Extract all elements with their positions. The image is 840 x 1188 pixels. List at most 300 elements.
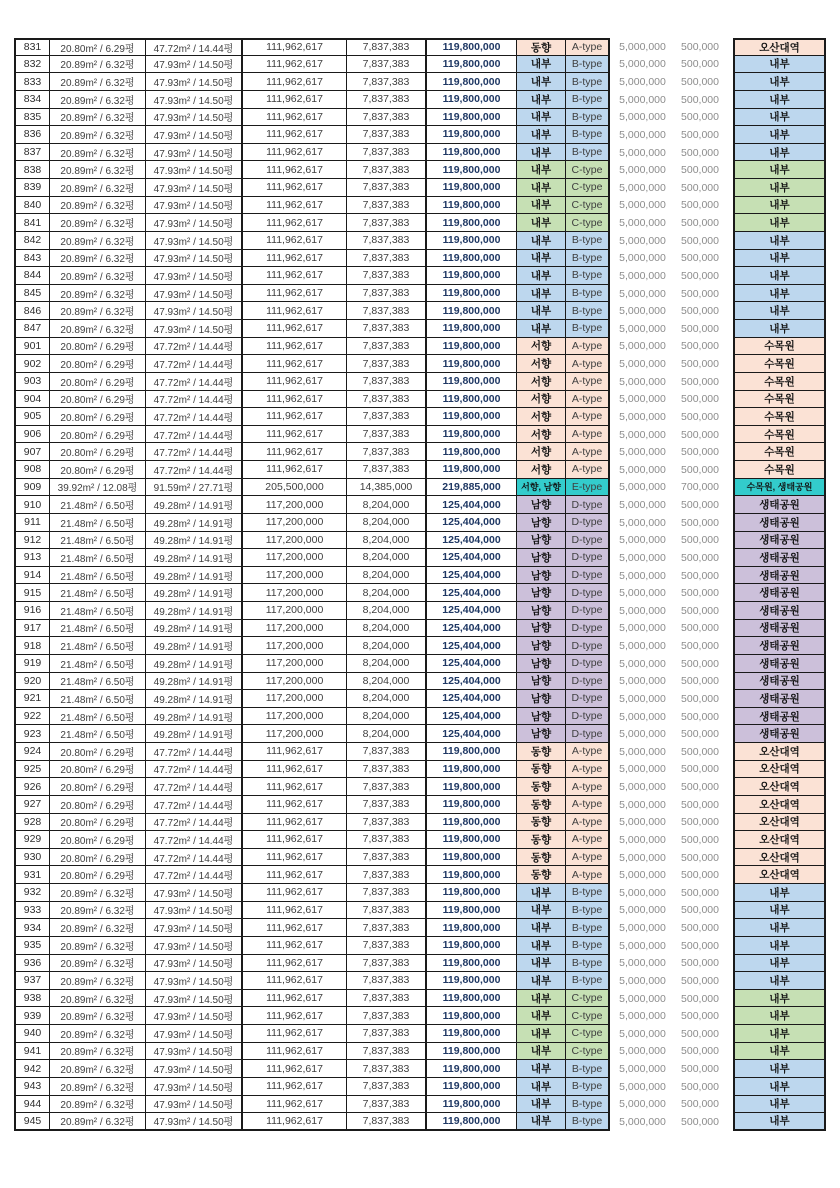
cell-total-price[interactable]: 119,800,000: [427, 902, 517, 920]
cell-unit-type[interactable]: A-type: [566, 373, 610, 391]
cell-deposit[interactable]: 5,000,000: [610, 1096, 675, 1114]
cell-supply-area[interactable]: 47.93m² / 14.50평: [146, 1007, 243, 1025]
cell-exclusive-area[interactable]: 20.89m² / 6.32평: [50, 267, 146, 285]
cell-price-vat[interactable]: 7,837,383: [347, 38, 427, 56]
cell-monthly-fee[interactable]: 500,000: [675, 443, 725, 461]
cell-total-price[interactable]: 119,800,000: [427, 73, 517, 91]
cell-exclusive-area[interactable]: 20.80m² / 6.29평: [50, 761, 146, 779]
cell-deposit[interactable]: 5,000,000: [610, 1078, 675, 1096]
cell-unit-type[interactable]: B-type: [566, 902, 610, 920]
cell-unit-type[interactable]: D-type: [566, 584, 610, 602]
cell-monthly-fee[interactable]: 500,000: [675, 391, 725, 409]
cell-exclusive-area[interactable]: 20.89m² / 6.32평: [50, 919, 146, 937]
cell-price-principal[interactable]: 111,962,617: [243, 373, 347, 391]
cell-price-vat[interactable]: 7,837,383: [347, 937, 427, 955]
cell-price-vat[interactable]: 7,837,383: [347, 408, 427, 426]
cell-unit-type[interactable]: B-type: [566, 109, 610, 127]
cell-exclusive-area[interactable]: 20.80m² / 6.29평: [50, 373, 146, 391]
cell-direction[interactable]: 내부: [517, 972, 566, 990]
cell-direction[interactable]: 내부: [517, 990, 566, 1008]
cell-monthly-fee[interactable]: 500,000: [675, 866, 725, 884]
cell-monthly-fee[interactable]: 500,000: [675, 1025, 725, 1043]
cell-total-price[interactable]: 125,404,000: [427, 602, 517, 620]
cell-supply-area[interactable]: 47.72m² / 14.44평: [146, 391, 243, 409]
cell-unit-type[interactable]: D-type: [566, 514, 610, 532]
cell-price-principal[interactable]: 117,200,000: [243, 690, 347, 708]
cell-direction[interactable]: 내부: [517, 109, 566, 127]
cell-view[interactable]: 내부: [733, 1096, 826, 1114]
cell-unit-type[interactable]: A-type: [566, 426, 610, 444]
cell-direction[interactable]: 내부: [517, 1078, 566, 1096]
cell-room-number[interactable]: 839: [14, 179, 50, 197]
cell-supply-area[interactable]: 47.93m² / 14.50평: [146, 1025, 243, 1043]
cell-total-price[interactable]: 119,800,000: [427, 1096, 517, 1114]
cell-view[interactable]: 오산대역: [733, 743, 826, 761]
cell-exclusive-area[interactable]: 20.89m² / 6.32평: [50, 320, 146, 338]
cell-unit-type[interactable]: A-type: [566, 443, 610, 461]
cell-unit-type[interactable]: D-type: [566, 602, 610, 620]
cell-unit-type[interactable]: D-type: [566, 637, 610, 655]
cell-deposit[interactable]: 5,000,000: [610, 1007, 675, 1025]
cell-room-number[interactable]: 912: [14, 532, 50, 550]
cell-deposit[interactable]: 5,000,000: [610, 56, 675, 74]
cell-deposit[interactable]: 5,000,000: [610, 902, 675, 920]
cell-price-principal[interactable]: 117,200,000: [243, 620, 347, 638]
cell-room-number[interactable]: 843: [14, 250, 50, 268]
cell-view[interactable]: 오산대역: [733, 849, 826, 867]
cell-unit-type[interactable]: D-type: [566, 532, 610, 550]
cell-monthly-fee[interactable]: 500,000: [675, 884, 725, 902]
cell-unit-type[interactable]: A-type: [566, 355, 610, 373]
cell-view[interactable]: 내부: [733, 73, 826, 91]
cell-total-price[interactable]: 119,800,000: [427, 126, 517, 144]
cell-view[interactable]: 내부: [733, 990, 826, 1008]
cell-view[interactable]: 생태공원: [733, 637, 826, 655]
cell-total-price[interactable]: 125,404,000: [427, 708, 517, 726]
cell-price-vat[interactable]: 7,837,383: [347, 1060, 427, 1078]
cell-monthly-fee[interactable]: 500,000: [675, 549, 725, 567]
cell-supply-area[interactable]: 47.93m² / 14.50평: [146, 232, 243, 250]
cell-monthly-fee[interactable]: 500,000: [675, 761, 725, 779]
cell-price-principal[interactable]: 117,200,000: [243, 514, 347, 532]
cell-direction[interactable]: 내부: [517, 285, 566, 303]
cell-room-number[interactable]: 923: [14, 725, 50, 743]
cell-price-principal[interactable]: 111,962,617: [243, 1113, 347, 1131]
cell-price-vat[interactable]: 8,204,000: [347, 496, 427, 514]
cell-price-principal[interactable]: 111,962,617: [243, 91, 347, 109]
cell-direction[interactable]: 내부: [517, 232, 566, 250]
cell-total-price[interactable]: 125,404,000: [427, 655, 517, 673]
cell-total-price[interactable]: 119,800,000: [427, 56, 517, 74]
cell-supply-area[interactable]: 47.93m² / 14.50평: [146, 1060, 243, 1078]
cell-view[interactable]: 내부: [733, 91, 826, 109]
cell-unit-type[interactable]: A-type: [566, 391, 610, 409]
cell-supply-area[interactable]: 47.93m² / 14.50평: [146, 1113, 243, 1131]
cell-price-principal[interactable]: 111,962,617: [243, 267, 347, 285]
cell-monthly-fee[interactable]: 500,000: [675, 91, 725, 109]
cell-price-vat[interactable]: 14,385,000: [347, 479, 427, 497]
cell-exclusive-area[interactable]: 20.89m² / 6.32평: [50, 56, 146, 74]
cell-view[interactable]: 수목원: [733, 443, 826, 461]
cell-monthly-fee[interactable]: 500,000: [675, 814, 725, 832]
cell-room-number[interactable]: 927: [14, 796, 50, 814]
cell-unit-type[interactable]: A-type: [566, 866, 610, 884]
cell-room-number[interactable]: 942: [14, 1060, 50, 1078]
cell-unit-type[interactable]: C-type: [566, 1007, 610, 1025]
cell-price-vat[interactable]: 7,837,383: [347, 461, 427, 479]
cell-supply-area[interactable]: 47.72m² / 14.44평: [146, 814, 243, 832]
cell-supply-area[interactable]: 49.28m² / 14.91평: [146, 708, 243, 726]
cell-view[interactable]: 내부: [733, 1113, 826, 1131]
cell-supply-area[interactable]: 49.28m² / 14.91평: [146, 549, 243, 567]
cell-price-vat[interactable]: 7,837,383: [347, 866, 427, 884]
cell-monthly-fee[interactable]: 500,000: [675, 179, 725, 197]
cell-room-number[interactable]: 915: [14, 584, 50, 602]
cell-exclusive-area[interactable]: 20.89m² / 6.32평: [50, 161, 146, 179]
cell-price-principal[interactable]: 117,200,000: [243, 673, 347, 691]
cell-room-number[interactable]: 925: [14, 761, 50, 779]
cell-room-number[interactable]: 941: [14, 1043, 50, 1061]
cell-deposit[interactable]: 5,000,000: [610, 549, 675, 567]
cell-total-price[interactable]: 119,800,000: [427, 38, 517, 56]
cell-price-principal[interactable]: 111,962,617: [243, 56, 347, 74]
cell-monthly-fee[interactable]: 500,000: [675, 937, 725, 955]
cell-unit-type[interactable]: C-type: [566, 214, 610, 232]
cell-direction[interactable]: 내부: [517, 161, 566, 179]
cell-room-number[interactable]: 924: [14, 743, 50, 761]
cell-direction[interactable]: 동향: [517, 849, 566, 867]
cell-price-vat[interactable]: 7,837,383: [347, 796, 427, 814]
cell-unit-type[interactable]: B-type: [566, 302, 610, 320]
cell-total-price[interactable]: 119,800,000: [427, 109, 517, 127]
cell-monthly-fee[interactable]: 500,000: [675, 584, 725, 602]
cell-total-price[interactable]: 125,404,000: [427, 496, 517, 514]
cell-view[interactable]: 내부: [733, 1007, 826, 1025]
cell-unit-type[interactable]: B-type: [566, 919, 610, 937]
cell-supply-area[interactable]: 49.28m² / 14.91평: [146, 620, 243, 638]
cell-unit-type[interactable]: A-type: [566, 761, 610, 779]
cell-price-principal[interactable]: 111,962,617: [243, 355, 347, 373]
cell-exclusive-area[interactable]: 21.48m² / 6.50평: [50, 549, 146, 567]
cell-supply-area[interactable]: 47.72m² / 14.44평: [146, 426, 243, 444]
cell-room-number[interactable]: 936: [14, 955, 50, 973]
cell-price-vat[interactable]: 8,204,000: [347, 725, 427, 743]
cell-deposit[interactable]: 5,000,000: [610, 426, 675, 444]
cell-unit-type[interactable]: A-type: [566, 461, 610, 479]
cell-exclusive-area[interactable]: 20.89m² / 6.32평: [50, 1025, 146, 1043]
cell-price-vat[interactable]: 7,837,383: [347, 778, 427, 796]
cell-view[interactable]: 생태공원: [733, 690, 826, 708]
cell-deposit[interactable]: 5,000,000: [610, 849, 675, 867]
cell-direction[interactable]: 남향: [517, 496, 566, 514]
cell-direction[interactable]: 서향: [517, 426, 566, 444]
cell-direction[interactable]: 내부: [517, 955, 566, 973]
cell-view[interactable]: 내부: [733, 285, 826, 303]
cell-price-vat[interactable]: 7,837,383: [347, 250, 427, 268]
cell-deposit[interactable]: 5,000,000: [610, 532, 675, 550]
cell-deposit[interactable]: 5,000,000: [610, 232, 675, 250]
cell-exclusive-area[interactable]: 21.48m² / 6.50평: [50, 514, 146, 532]
cell-deposit[interactable]: 5,000,000: [610, 725, 675, 743]
cell-direction[interactable]: 서향, 남향: [517, 479, 566, 497]
cell-deposit[interactable]: 5,000,000: [610, 373, 675, 391]
cell-total-price[interactable]: 119,800,000: [427, 1025, 517, 1043]
cell-unit-type[interactable]: B-type: [566, 56, 610, 74]
cell-unit-type[interactable]: D-type: [566, 655, 610, 673]
cell-deposit[interactable]: 5,000,000: [610, 179, 675, 197]
cell-price-vat[interactable]: 7,837,383: [347, 426, 427, 444]
cell-monthly-fee[interactable]: 500,000: [675, 620, 725, 638]
cell-price-vat[interactable]: 8,204,000: [347, 584, 427, 602]
cell-price-principal[interactable]: 111,962,617: [243, 990, 347, 1008]
cell-total-price[interactable]: 119,800,000: [427, 743, 517, 761]
cell-direction[interactable]: 내부: [517, 1060, 566, 1078]
cell-deposit[interactable]: 5,000,000: [610, 814, 675, 832]
cell-exclusive-area[interactable]: 21.48m² / 6.50평: [50, 673, 146, 691]
cell-deposit[interactable]: 5,000,000: [610, 602, 675, 620]
cell-supply-area[interactable]: 49.28m² / 14.91평: [146, 514, 243, 532]
cell-total-price[interactable]: 119,800,000: [427, 1007, 517, 1025]
cell-exclusive-area[interactable]: 20.89m² / 6.32평: [50, 990, 146, 1008]
cell-room-number[interactable]: 837: [14, 144, 50, 162]
cell-view[interactable]: 오산대역: [733, 778, 826, 796]
cell-total-price[interactable]: 119,800,000: [427, 884, 517, 902]
cell-exclusive-area[interactable]: 20.80m² / 6.29평: [50, 443, 146, 461]
cell-deposit[interactable]: 5,000,000: [610, 250, 675, 268]
cell-deposit[interactable]: 5,000,000: [610, 496, 675, 514]
cell-total-price[interactable]: 119,800,000: [427, 320, 517, 338]
cell-supply-area[interactable]: 47.72m² / 14.44평: [146, 355, 243, 373]
cell-direction[interactable]: 내부: [517, 267, 566, 285]
cell-direction[interactable]: 내부: [517, 1113, 566, 1131]
cell-view[interactable]: 생태공원: [733, 496, 826, 514]
cell-supply-area[interactable]: 47.72m² / 14.44평: [146, 761, 243, 779]
cell-price-vat[interactable]: 7,837,383: [347, 743, 427, 761]
cell-deposit[interactable]: 5,000,000: [610, 109, 675, 127]
cell-exclusive-area[interactable]: 20.80m² / 6.29평: [50, 391, 146, 409]
cell-monthly-fee[interactable]: 500,000: [675, 796, 725, 814]
cell-view[interactable]: 생태공원: [733, 725, 826, 743]
cell-unit-type[interactable]: A-type: [566, 408, 610, 426]
cell-unit-type[interactable]: B-type: [566, 955, 610, 973]
cell-deposit[interactable]: 5,000,000: [610, 955, 675, 973]
cell-unit-type[interactable]: D-type: [566, 725, 610, 743]
cell-deposit[interactable]: 5,000,000: [610, 461, 675, 479]
cell-unit-type[interactable]: B-type: [566, 267, 610, 285]
cell-exclusive-area[interactable]: 21.48m² / 6.50평: [50, 496, 146, 514]
cell-deposit[interactable]: 5,000,000: [610, 320, 675, 338]
cell-monthly-fee[interactable]: 500,000: [675, 902, 725, 920]
cell-monthly-fee[interactable]: 500,000: [675, 532, 725, 550]
cell-price-vat[interactable]: 7,837,383: [347, 391, 427, 409]
cell-room-number[interactable]: 916: [14, 602, 50, 620]
cell-room-number[interactable]: 842: [14, 232, 50, 250]
cell-room-number[interactable]: 939: [14, 1007, 50, 1025]
cell-price-vat[interactable]: 8,204,000: [347, 532, 427, 550]
cell-price-vat[interactable]: 7,837,383: [347, 443, 427, 461]
cell-direction[interactable]: 남향: [517, 584, 566, 602]
cell-deposit[interactable]: 5,000,000: [610, 73, 675, 91]
cell-price-principal[interactable]: 111,962,617: [243, 232, 347, 250]
cell-room-number[interactable]: 913: [14, 549, 50, 567]
cell-price-principal[interactable]: 117,200,000: [243, 549, 347, 567]
cell-deposit[interactable]: 5,000,000: [610, 1025, 675, 1043]
cell-direction[interactable]: 내부: [517, 937, 566, 955]
cell-price-vat[interactable]: 7,837,383: [347, 179, 427, 197]
cell-view[interactable]: 생태공원: [733, 532, 826, 550]
cell-room-number[interactable]: 920: [14, 673, 50, 691]
cell-unit-type[interactable]: A-type: [566, 38, 610, 56]
cell-direction[interactable]: 내부: [517, 179, 566, 197]
cell-deposit[interactable]: 5,000,000: [610, 214, 675, 232]
cell-price-principal[interactable]: 111,962,617: [243, 461, 347, 479]
cell-total-price[interactable]: 119,800,000: [427, 990, 517, 1008]
cell-total-price[interactable]: 119,800,000: [427, 849, 517, 867]
cell-view[interactable]: 오산대역: [733, 866, 826, 884]
cell-deposit[interactable]: 5,000,000: [610, 126, 675, 144]
cell-total-price[interactable]: 119,800,000: [427, 796, 517, 814]
cell-view[interactable]: 수목원: [733, 426, 826, 444]
cell-monthly-fee[interactable]: 500,000: [675, 144, 725, 162]
cell-room-number[interactable]: 944: [14, 1096, 50, 1114]
cell-monthly-fee[interactable]: 500,000: [675, 38, 725, 56]
cell-exclusive-area[interactable]: 21.48m² / 6.50평: [50, 725, 146, 743]
cell-view[interactable]: 내부: [733, 179, 826, 197]
cell-room-number[interactable]: 909: [14, 479, 50, 497]
cell-monthly-fee[interactable]: 500,000: [675, 1078, 725, 1096]
cell-price-vat[interactable]: 7,837,383: [347, 373, 427, 391]
cell-direction[interactable]: 동향: [517, 814, 566, 832]
cell-price-principal[interactable]: 111,962,617: [243, 778, 347, 796]
cell-view[interactable]: 수목원: [733, 373, 826, 391]
cell-total-price[interactable]: 125,404,000: [427, 549, 517, 567]
cell-total-price[interactable]: 119,800,000: [427, 1113, 517, 1131]
cell-monthly-fee[interactable]: 500,000: [675, 831, 725, 849]
cell-price-principal[interactable]: 111,962,617: [243, 1060, 347, 1078]
cell-deposit[interactable]: 5,000,000: [610, 655, 675, 673]
cell-total-price[interactable]: 119,800,000: [427, 1043, 517, 1061]
cell-unit-type[interactable]: E-type: [566, 479, 610, 497]
cell-view[interactable]: 내부: [733, 56, 826, 74]
cell-supply-area[interactable]: 49.28m² / 14.91평: [146, 584, 243, 602]
cell-unit-type[interactable]: A-type: [566, 796, 610, 814]
cell-view[interactable]: 내부: [733, 197, 826, 215]
cell-price-vat[interactable]: 8,204,000: [347, 602, 427, 620]
cell-price-principal[interactable]: 111,962,617: [243, 902, 347, 920]
cell-view[interactable]: 생태공원: [733, 584, 826, 602]
cell-total-price[interactable]: 119,800,000: [427, 443, 517, 461]
cell-supply-area[interactable]: 47.72m² / 14.44평: [146, 461, 243, 479]
cell-total-price[interactable]: 125,404,000: [427, 620, 517, 638]
cell-price-vat[interactable]: 7,837,383: [347, 214, 427, 232]
cell-monthly-fee[interactable]: 500,000: [675, 725, 725, 743]
cell-room-number[interactable]: 930: [14, 849, 50, 867]
cell-exclusive-area[interactable]: 21.48m² / 6.50평: [50, 602, 146, 620]
cell-exclusive-area[interactable]: 21.48m² / 6.50평: [50, 637, 146, 655]
cell-view[interactable]: 수목원, 생태공원: [733, 479, 826, 497]
cell-unit-type[interactable]: C-type: [566, 179, 610, 197]
cell-view[interactable]: 생태공원: [733, 567, 826, 585]
cell-monthly-fee[interactable]: 500,000: [675, 1113, 725, 1131]
cell-direction[interactable]: 남향: [517, 655, 566, 673]
cell-room-number[interactable]: 832: [14, 56, 50, 74]
cell-exclusive-area[interactable]: 20.80m² / 6.29평: [50, 38, 146, 56]
cell-exclusive-area[interactable]: 20.80m² / 6.29평: [50, 338, 146, 356]
cell-view[interactable]: 내부: [733, 214, 826, 232]
cell-monthly-fee[interactable]: 500,000: [675, 708, 725, 726]
cell-deposit[interactable]: 5,000,000: [610, 161, 675, 179]
cell-exclusive-area[interactable]: 21.48m² / 6.50평: [50, 655, 146, 673]
cell-price-vat[interactable]: 8,204,000: [347, 620, 427, 638]
cell-price-principal[interactable]: 117,200,000: [243, 708, 347, 726]
cell-room-number[interactable]: 911: [14, 514, 50, 532]
cell-monthly-fee[interactable]: 500,000: [675, 655, 725, 673]
cell-total-price[interactable]: 119,800,000: [427, 461, 517, 479]
cell-exclusive-area[interactable]: 20.89m² / 6.32평: [50, 109, 146, 127]
cell-supply-area[interactable]: 47.93m² / 14.50평: [146, 972, 243, 990]
cell-total-price[interactable]: 125,404,000: [427, 532, 517, 550]
cell-supply-area[interactable]: 47.93m² / 14.50평: [146, 144, 243, 162]
cell-deposit[interactable]: 5,000,000: [610, 514, 675, 532]
cell-direction[interactable]: 남향: [517, 690, 566, 708]
cell-unit-type[interactable]: C-type: [566, 197, 610, 215]
cell-view[interactable]: 생태공원: [733, 620, 826, 638]
cell-view[interactable]: 내부: [733, 250, 826, 268]
cell-room-number[interactable]: 901: [14, 338, 50, 356]
cell-unit-type[interactable]: B-type: [566, 1096, 610, 1114]
cell-room-number[interactable]: 834: [14, 91, 50, 109]
cell-direction[interactable]: 남향: [517, 532, 566, 550]
cell-deposit[interactable]: 5,000,000: [610, 443, 675, 461]
cell-room-number[interactable]: 838: [14, 161, 50, 179]
cell-direction[interactable]: 내부: [517, 1025, 566, 1043]
cell-direction[interactable]: 남향: [517, 549, 566, 567]
cell-monthly-fee[interactable]: 500,000: [675, 426, 725, 444]
cell-supply-area[interactable]: 47.93m² / 14.50평: [146, 937, 243, 955]
cell-total-price[interactable]: 119,800,000: [427, 267, 517, 285]
cell-unit-type[interactable]: D-type: [566, 567, 610, 585]
cell-direction[interactable]: 남향: [517, 673, 566, 691]
cell-deposit[interactable]: 5,000,000: [610, 584, 675, 602]
cell-view[interactable]: 생태공원: [733, 602, 826, 620]
cell-price-principal[interactable]: 111,962,617: [243, 161, 347, 179]
cell-price-vat[interactable]: 7,837,383: [347, 849, 427, 867]
cell-supply-area[interactable]: 91.59m² / 27.71평: [146, 479, 243, 497]
cell-supply-area[interactable]: 49.28m² / 14.91평: [146, 725, 243, 743]
cell-deposit[interactable]: 5,000,000: [610, 743, 675, 761]
cell-exclusive-area[interactable]: 20.89m² / 6.32평: [50, 179, 146, 197]
cell-deposit[interactable]: 5,000,000: [610, 620, 675, 638]
cell-view[interactable]: 오산대역: [733, 761, 826, 779]
cell-exclusive-area[interactable]: 21.48m² / 6.50평: [50, 620, 146, 638]
cell-room-number[interactable]: 938: [14, 990, 50, 1008]
cell-monthly-fee[interactable]: 500,000: [675, 1060, 725, 1078]
cell-supply-area[interactable]: 47.72m² / 14.44평: [146, 373, 243, 391]
cell-supply-area[interactable]: 47.93m² / 14.50평: [146, 214, 243, 232]
cell-price-principal[interactable]: 111,962,617: [243, 743, 347, 761]
cell-total-price[interactable]: 119,800,000: [427, 214, 517, 232]
cell-unit-type[interactable]: B-type: [566, 144, 610, 162]
cell-view[interactable]: 내부: [733, 1060, 826, 1078]
cell-direction[interactable]: 서향: [517, 391, 566, 409]
cell-unit-type[interactable]: D-type: [566, 549, 610, 567]
cell-supply-area[interactable]: 49.28m² / 14.91평: [146, 637, 243, 655]
cell-price-principal[interactable]: 111,962,617: [243, 866, 347, 884]
cell-direction[interactable]: 내부: [517, 884, 566, 902]
cell-price-vat[interactable]: 7,837,383: [347, 355, 427, 373]
cell-price-vat[interactable]: 7,837,383: [347, 955, 427, 973]
cell-unit-type[interactable]: D-type: [566, 496, 610, 514]
